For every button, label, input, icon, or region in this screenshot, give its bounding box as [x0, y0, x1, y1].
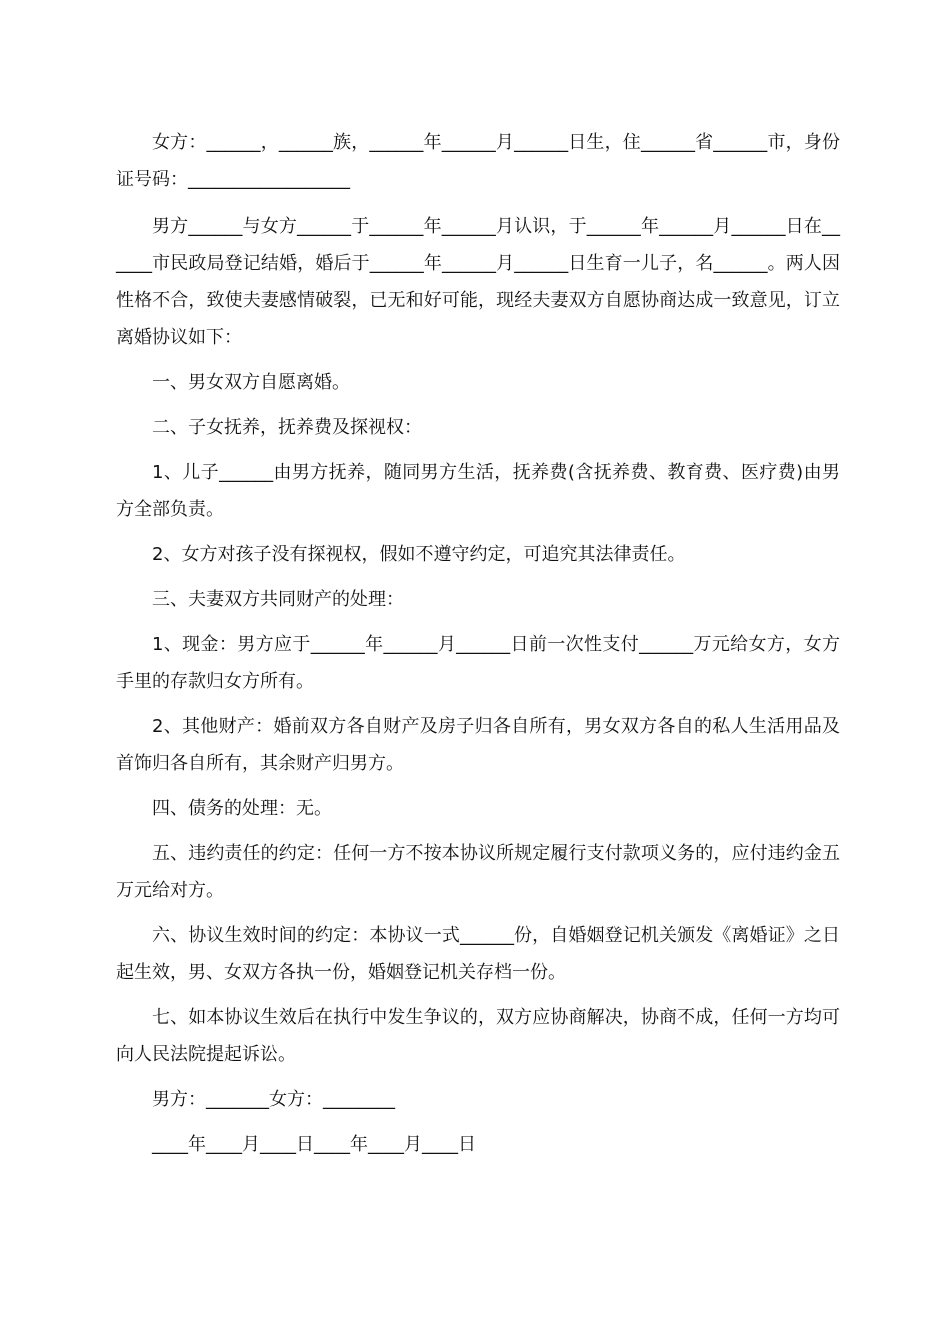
clause-6-effective: 六、协议生效时间的约定：本协议一式______份，自婚姻登记机关颁发《离婚证》之日起生效，男、女双方各执一份，婚姻登记机关存档一份。: [116, 925, 840, 983]
marriage-background: 男方______与女方______于______年______月认识，于______年______月______日在______市民政局登记结婚，婚后于______年______月______日生育一儿子，名______。两人因性格不合，致使夫妻感情破裂，已无和好可能，现经夫妻双方自愿协商达成一致意见，订立离婚协议如下：: [116, 216, 840, 348]
clause-3-item-2: 2、其他财产：婚前双方各自财产及房子归各自所有，男女双方各自的私人生活用品及首饰归各自所有，其余财产归男方。: [116, 716, 840, 774]
clause-3-item-1: 1、现金：男方应于______年______月______日前一次性支付______万元给女方，女方手里的存款归女方所有。: [116, 634, 840, 692]
clause-4-debts: 四、债务的处理：无。: [152, 798, 332, 819]
clause-7-disputes: 七、如本协议生效后在执行中发生争议的，双方应协商解决，协商不成，任何一方均可向人民法院提起诉讼。: [116, 1007, 840, 1065]
clause-5-breach: 五、违约责任的约定：任何一方不按本协议所规定履行支付款项义务的，应付违约金五万元给对方。: [116, 843, 840, 901]
clause-1-divorce: 一、男女双方自愿离婚。: [152, 372, 350, 393]
clause-2-item-1: 1、儿子______由男方抚养，随同男方生活，抚养费(含抚养费、教育费、医疗费)由男方全部负责。: [116, 462, 840, 520]
clause-2-heading: 二、子女抚养，抚养费及探视权：: [152, 417, 422, 438]
signature-line: 男方：_______女方：________: [152, 1089, 395, 1110]
female-party-info: 女方：______，______族，______年______月______日生，住______省______市，身份证号码：__________________: [116, 132, 840, 190]
clause-2-item-2: 2、女方对孩子没有探视权，假如不遵守约定，可追究其法律责任。: [152, 544, 686, 565]
clause-3-heading: 三、夫妻双方共同财产的处理：: [152, 589, 404, 610]
date-line: ____年____月____日____年____月____日: [152, 1134, 476, 1155]
